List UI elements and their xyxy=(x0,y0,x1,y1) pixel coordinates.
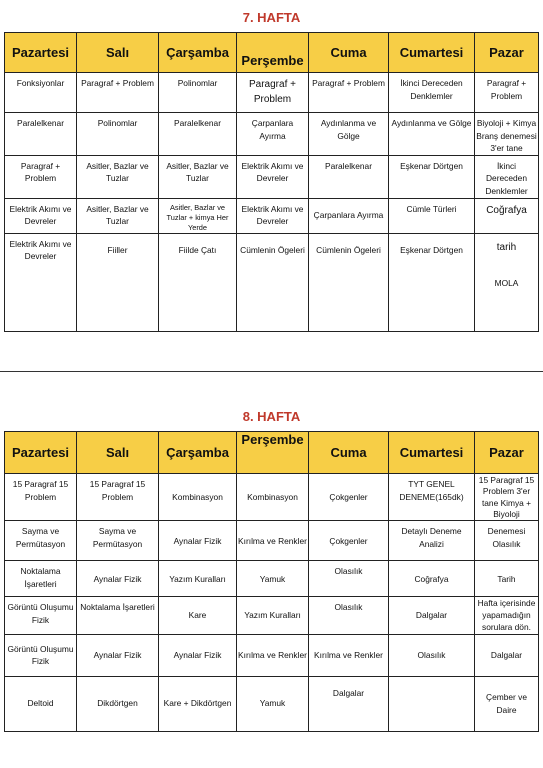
table-cell: Denemesi Olasılık xyxy=(475,521,539,561)
table-cell: Deltoid xyxy=(5,676,77,731)
table-cell: Aydınlanma ve Gölge xyxy=(389,113,475,156)
table-cell: Cümle Türleri xyxy=(389,198,475,233)
table-cell: Paragraf + Problem xyxy=(5,155,77,198)
table-row xyxy=(5,561,539,597)
week7-day-header: Cumartesi xyxy=(389,33,475,73)
mola-label: MOLA xyxy=(494,277,519,288)
table-cell: Biyoloji + Kimya Branş denemesi 3'er tane xyxy=(475,113,539,156)
week8-day-header: Çarşamba xyxy=(159,432,237,474)
table-cell: Görüntü Oluşumu Fizik xyxy=(5,597,77,634)
table-cell: Yazım Kuralları xyxy=(159,561,237,597)
table-cell xyxy=(389,233,475,331)
table-cell: Polinomlar xyxy=(159,73,237,113)
table-cell: Dalgalar xyxy=(389,597,475,634)
table-cell: Kırılma ve Renkler xyxy=(309,634,389,676)
table-cell: Coğrafya xyxy=(475,198,539,233)
table-cell: Görüntü Oluşumu Fizik xyxy=(5,634,77,676)
table-cell: Kırılma ve Renkler xyxy=(237,521,309,561)
table-cell: Elektrik Akımı ve Devreler xyxy=(5,233,77,331)
table-cell: Aydınlanma ve Gölge xyxy=(309,113,389,156)
cell-text: Eşkenar Dörtgen xyxy=(400,244,463,255)
table-cell: Hafta içerisinde yapamadığın sorulara dön. xyxy=(475,597,539,634)
table-cell: Paragraf + Problem xyxy=(309,73,389,113)
table-cell: İkinci Dereceden Denklemler xyxy=(389,73,475,113)
table-cell: Elektrik Akımı ve Devreler xyxy=(5,198,77,233)
week-divider xyxy=(0,371,543,372)
table-cell: Yamuk xyxy=(237,676,309,731)
table-cell: Aynalar Fizik xyxy=(159,634,237,676)
table-cell: Coğrafya xyxy=(389,561,475,597)
cell-text: Cümlenin Ögeleri xyxy=(240,244,305,255)
week8-schedule-table xyxy=(4,431,539,732)
table-cell: 15 Paragraf 15 Problem 3'er tane Kimya + Biyoloji xyxy=(475,474,539,521)
table-cell xyxy=(475,233,539,331)
table-cell xyxy=(389,676,475,731)
table-cell: Aynalar Fizik xyxy=(77,634,159,676)
week7-day-header: Perşembe xyxy=(237,33,309,73)
table-row xyxy=(5,233,539,331)
table-cell: Kare xyxy=(159,597,237,634)
table-cell: Sayma ve Permütasyon xyxy=(77,521,159,561)
table-cell: 15 Paragraf 15 Problem xyxy=(5,474,77,521)
cell-text: Cümlenin Ögeleri xyxy=(316,244,381,255)
table-cell: Elektrik Akımı ve Devreler xyxy=(237,155,309,198)
week7-day-header: Pazartesi xyxy=(5,33,77,73)
table-cell: Paragraf + Problem xyxy=(77,73,159,113)
table-row xyxy=(5,198,539,233)
table-cell: Çokgenler xyxy=(309,521,389,561)
table-cell: Fonksiyonlar xyxy=(5,73,77,113)
cell-text: Fiiller xyxy=(107,244,128,255)
table-cell: İkinci Dereceden Denklemler xyxy=(475,155,539,198)
table-cell: TYT GENEL DENEME(165dk) xyxy=(389,474,475,521)
table-cell: Tarih xyxy=(475,561,539,597)
week7-title: 7. HAFTA xyxy=(242,10,301,25)
table-cell: Kırılma ve Renkler xyxy=(237,634,309,676)
table-cell: Asitler, Bazlar ve Tuzlar xyxy=(77,198,159,233)
table-cell: Paralelkenar xyxy=(159,113,237,156)
table-cell: Noktalama İşaretleri xyxy=(77,597,159,634)
table-row xyxy=(5,676,539,731)
table-row xyxy=(5,521,539,561)
table-cell xyxy=(237,233,309,331)
week7-day-header: Çarşamba xyxy=(159,33,237,73)
table-cell: Eşkenar Dörtgen xyxy=(389,155,475,198)
table-row xyxy=(5,155,539,198)
week8-day-header: Perşembe xyxy=(237,432,309,474)
table-row xyxy=(5,73,539,113)
table-cell: Paragraf + Problem xyxy=(237,73,309,113)
table-cell: Dalgalar xyxy=(475,634,539,676)
table-cell: Noktalama İşaretleri xyxy=(5,561,77,597)
week7-schedule-table xyxy=(4,32,539,332)
table-cell: Paragraf + Problem xyxy=(475,73,539,113)
table-row xyxy=(5,113,539,156)
table-cell: Çarpanlara Ayırma xyxy=(309,198,389,233)
table-cell: Asitler, Bazlar ve Tuzlar xyxy=(159,155,237,198)
table-cell: Çarpanlara Ayırma xyxy=(237,113,309,156)
week7-header-row xyxy=(5,33,539,73)
week8-day-header: Salı xyxy=(77,432,159,474)
table-row xyxy=(5,597,539,634)
week8-day-header: Cumartesi xyxy=(389,432,475,474)
table-cell: Asitler, Bazlar ve Tuzlar + kimya Her Yerde xyxy=(159,198,237,233)
table-cell: Kombinasyon xyxy=(159,474,237,521)
week7-day-header: Pazar xyxy=(475,33,539,73)
table-cell: Dalgalar xyxy=(309,676,389,731)
week8-day-header: Cuma xyxy=(309,432,389,474)
table-cell: Yazım Kuralları xyxy=(237,597,309,634)
table-cell: Olasılık xyxy=(389,634,475,676)
week8-day-header: Pazartesi xyxy=(5,432,77,474)
week8-header-row xyxy=(5,432,539,474)
week7-day-header: Cuma xyxy=(309,33,389,73)
week8-title: 8. HAFTA xyxy=(242,409,301,424)
table-cell xyxy=(77,233,159,331)
table-cell: Olasılık xyxy=(309,597,389,634)
table-cell: Dikdörtgen xyxy=(77,676,159,731)
table-cell: Elektrik Akımı ve Devreler xyxy=(237,198,309,233)
cell-text: tarih xyxy=(496,241,517,253)
table-cell: Çokgenler xyxy=(309,474,389,521)
table-cell: Kare + Dikdörtgen xyxy=(159,676,237,731)
table-row xyxy=(5,474,539,521)
table-cell: Detaylı Deneme Analizi xyxy=(389,521,475,561)
table-cell: Kombinasyon xyxy=(237,474,309,521)
table-cell: Paralelkenar xyxy=(309,155,389,198)
table-cell xyxy=(309,233,389,331)
table-cell: Yamuk xyxy=(237,561,309,597)
table-cell xyxy=(159,233,237,331)
table-cell: Sayma ve Permütasyon xyxy=(5,521,77,561)
week7-day-header: Salı xyxy=(77,33,159,73)
table-cell: Olasılık xyxy=(309,561,389,597)
table-row xyxy=(5,634,539,676)
week8-day-header: Pazar xyxy=(475,432,539,474)
table-cell: Asitler, Bazlar ve Tuzlar xyxy=(77,155,159,198)
table-cell: Aynalar Fizik xyxy=(77,561,159,597)
table-cell: Aynalar Fizik xyxy=(159,521,237,561)
table-cell: 15 Paragraf 15 Problem xyxy=(77,474,159,521)
cell-text: Fiilde Çatı xyxy=(178,244,217,255)
table-cell: Çember ve Daire xyxy=(475,676,539,731)
table-cell: Paralelkenar xyxy=(5,113,77,156)
table-cell: Polinomlar xyxy=(77,113,159,156)
